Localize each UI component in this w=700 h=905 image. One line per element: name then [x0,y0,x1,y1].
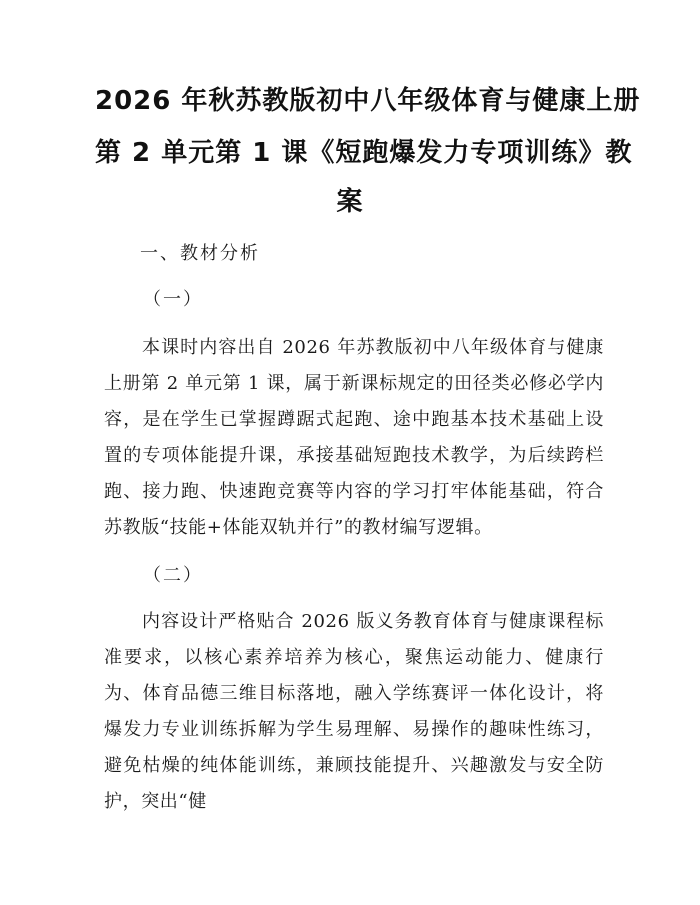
document-title-line-2: 第 2 单元第 1 课《短跑爆发力专项训练》教 [95,138,633,168]
document-title-line-3: 案 [336,187,364,217]
sub-heading-two: （二） [143,565,203,586]
paragraph-one: 本课时内容出自 2026 年苏教版初中八年级体育与健康上册第 2 单元第 1 课，属于新课标规定的田径类必修必学内容，是在学生已掌握蹲踞式起跑、途中跑基本技术基础上设置的专项体能提升课，承接基础短跑技术教学，为后续跨栏跑、接力跑、快速跑竞赛等内容的学习打牢体能基础，符合苏教版“技能+体能双轨并行”的教材编写逻辑。 [104,337,604,538]
document-title-line-1: 2026 年秋苏教版初中八年级体育与健康上册 [95,86,641,116]
section-heading-material-analysis: 一、教材分析 [140,243,260,264]
paragraph-two: 内容设计严格贴合 2026 版义务教育体育与健康课程标准要求，以核心素养培养为核心，聚焦运动能力、健康行为、体育品德三维目标落地，融入学练赛评一体化设计，将爆发力专业训练拆解为学生易理解、易操作的趣味性练习，避免枯燥的纯体能训练，兼顾技能提升、兴趣激发与安全防护，突出“健 [104,611,604,812]
sub-heading-one: （一） [143,289,203,310]
